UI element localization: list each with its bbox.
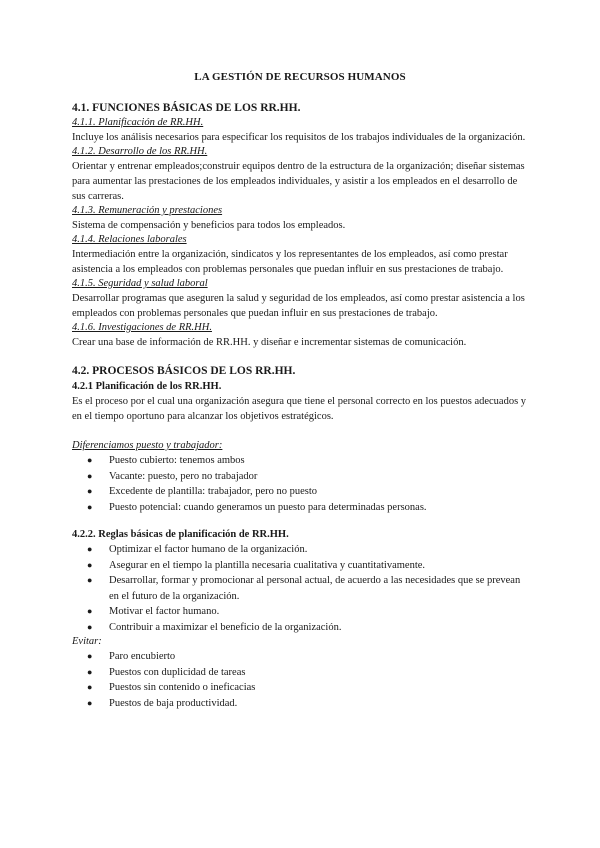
list-item: ● Puestos de baja productividad. xyxy=(87,696,528,712)
list-item: ● Desarrollar, formar y promocionar al personal actual, de acuerdo a las necesidades que se prevean en el futuro de la organización. xyxy=(87,575,521,602)
paragraph-4-2-1: Es el proceso por el cual una organización asegura que tiene el personal correcto en los puestos adecuados y en el tiempo oportuno para alcanzar los objetivos estratégicos. xyxy=(72,396,527,422)
rules-list xyxy=(72,542,528,635)
bullet-icon: ● xyxy=(87,697,93,708)
bullet-icon: ● xyxy=(87,606,93,616)
subheading-4-1-2: 4.1.2. Desarrollo de los RR.HH. xyxy=(72,146,208,157)
bullet-icon: ● xyxy=(87,682,93,692)
avoid-label: Evitar: xyxy=(72,636,102,647)
section-heading-4-2: 4.2. PROCESOS BÁSICOS DE LOS RR.HH. xyxy=(72,365,296,377)
subheading-4-1-1: 4.1.1. Planificación de RR.HH. xyxy=(72,117,204,128)
subheading-4-1-3: 4.1.3. Remuneración y prestaciones xyxy=(72,205,223,216)
paragraph-4-1-5: Desarrollar programas que aseguren la salud y seguridad de los empleados, así como prestar asistencia a los empleados con problemas personales que puedan influir en sus prestaciones de trabajo. xyxy=(72,293,525,319)
document-title: LA GESTIÓN DE RECURSOS HUMANOS xyxy=(194,71,406,83)
list-item: ● Motivar el factor humano. xyxy=(87,604,528,620)
list-item: ● Puestos con duplicidad de tareas xyxy=(87,665,528,681)
document-page xyxy=(72,71,528,711)
subheading-4-2-2: 4.2.2. Reglas básicas de planificación de RR.HH. xyxy=(72,529,289,540)
list-item: ● Puestos sin contenido o ineficacias xyxy=(87,680,528,696)
bullet-icon: ● xyxy=(87,486,93,496)
bullet-icon: ● xyxy=(87,651,93,661)
subheading-4-2-1: 4.2.1 Planificación de los RR.HH. xyxy=(72,381,222,392)
list-item: ● Excedente de plantilla: trabajador, pero no puesto xyxy=(87,484,528,500)
list-item: ● Optimizar el factor humano de la organización. xyxy=(87,542,528,558)
bullet-icon: ● xyxy=(87,501,93,512)
paragraph-4-1-4: Intermediación entre la organización, sindicatos y los representantes de los empleados, así como prestar asistencia a los empleados con problemas personales que puedan influir en sus prestaciones de trabajo. xyxy=(72,249,508,275)
list-item: ● Paro encubierto xyxy=(87,649,528,665)
diff-label: Diferenciamos puesto y trabajador: xyxy=(72,440,223,451)
diff-list xyxy=(72,453,528,515)
paragraph-4-1-6: Crear una base de información de RR.HH. y diseñar e incrementar sistemas de comunicación. xyxy=(72,337,467,348)
avoid-list xyxy=(72,649,528,711)
bullet-icon: ● xyxy=(87,455,93,465)
list-item: ● Contribuir a maximizar el beneficio de la organización. xyxy=(87,620,528,636)
list-item: ● Asegurar en el tiempo la plantilla necesaria cualitativa y cuantitativamente. xyxy=(87,558,528,574)
subheading-4-1-5: 4.1.5. Seguridad y salud laboral xyxy=(72,278,208,289)
bullet-icon: ● xyxy=(87,621,93,632)
section-heading-4-1: 4.1. FUNCIONES BÁSICAS DE LOS RR.HH. xyxy=(72,102,301,114)
paragraph-4-1-3: Sistema de compensación y beneficios para todos los empleados. xyxy=(72,220,346,231)
list-item: ● Puesto cubierto: tenemos ambos xyxy=(87,453,528,469)
paragraph-4-1-2: Orientar y entrenar empleados;construir equipos dentro de la estructura de la organización; diseñar sistemas para aumentar las prestaciones de los empleados individuales, y asistir a los empleados en el desarrollo de sus carreras. xyxy=(72,161,525,202)
bullet-icon: ● xyxy=(87,544,93,554)
paragraph-4-1-1: Incluye los análisis necesarios para especificar los requisitos de los trabajos individuales de la organización. xyxy=(72,132,526,143)
list-item: ● Vacante: puesto, pero no trabajador xyxy=(87,469,528,485)
bullet-icon: ● xyxy=(87,666,93,677)
subheading-4-1-4: 4.1.4. Relaciones laborales xyxy=(72,234,187,245)
subheading-4-1-6: 4.1.6. Investigaciones de RR.HH. xyxy=(72,322,212,333)
bullet-icon: ● xyxy=(87,575,93,585)
list-item: ● Puesto potencial: cuando generamos un puesto para determinadas personas. xyxy=(87,500,528,516)
bullet-icon: ● xyxy=(87,470,93,481)
bullet-icon: ● xyxy=(87,559,93,570)
